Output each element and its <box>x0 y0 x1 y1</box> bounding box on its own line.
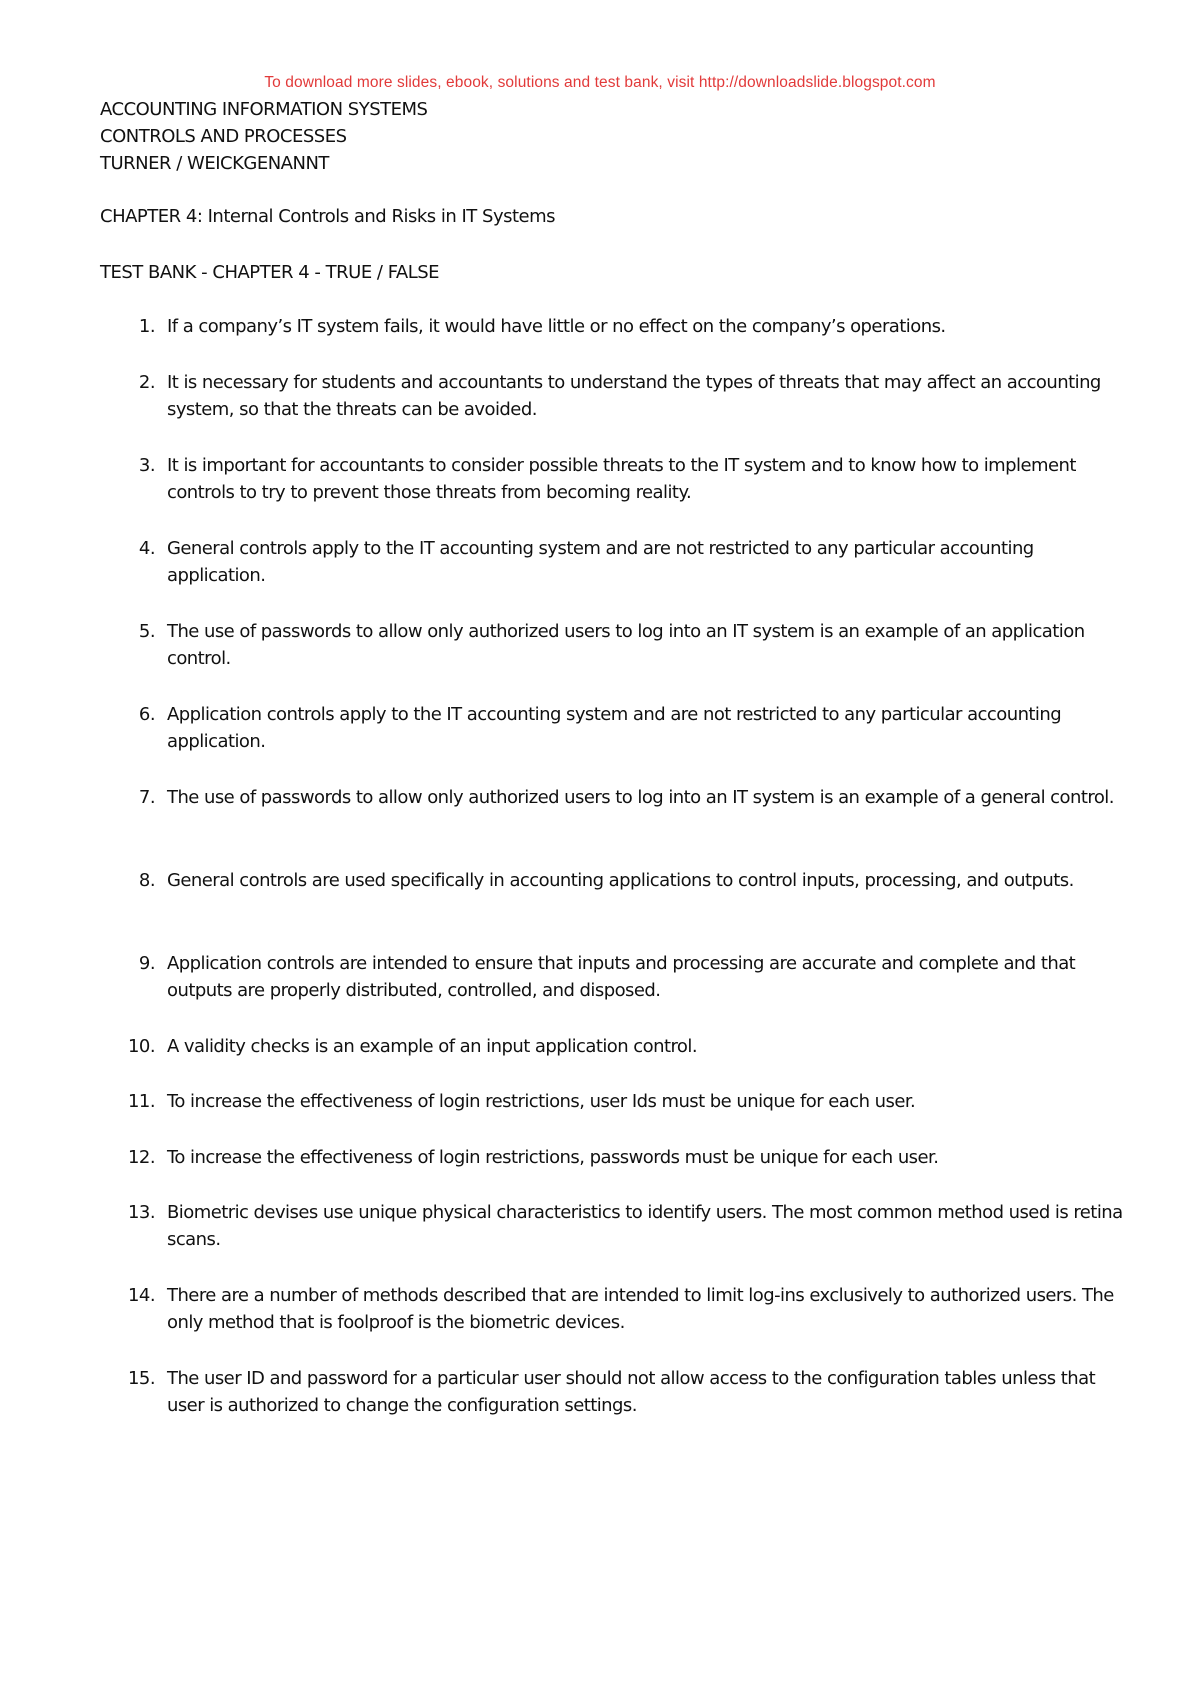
question-text: It is necessary for students and accountants to understand the types of threats that may affect an accounting system, so that the threats can be avoided. <box>167 372 1101 420</box>
question-item <box>108 1199 1128 1253</box>
question-number: 1. <box>138 316 155 337</box>
question-item <box>108 535 1128 589</box>
question-text: The use of passwords to allow only authorized users to log into an IT system is an example of an application control. <box>167 621 1085 669</box>
question-text: If a company’s IT system fails, it would have little or no effect on the company’s operations. <box>167 316 946 337</box>
question-number: 10. <box>128 1036 155 1057</box>
question-item <box>108 618 1128 672</box>
header-line-2: CONTROLS AND PROCESSES <box>100 126 347 147</box>
question-item <box>108 701 1128 755</box>
question-number: 11. <box>128 1091 155 1112</box>
question-text: General controls are used specifically in accounting applications to control inputs, processing, and outputs. <box>167 870 1074 891</box>
header-line-1: ACCOUNTING INFORMATION SYSTEMS <box>100 99 428 120</box>
question-item <box>108 1365 1128 1419</box>
question-text: Application controls are intended to ensure that inputs and processing are accurate and complete and that outputs are properly distributed, controlled, and disposed. <box>167 953 1076 1001</box>
question-text: Biometric devises use unique physical characteristics to identify users. The most common method used is retina scans. <box>167 1202 1123 1250</box>
question-text: To increase the effectiveness of login restrictions, user Ids must be unique for each user. <box>167 1091 916 1112</box>
question-text: Application controls apply to the IT accounting system and are not restricted to any particular accounting application. <box>167 704 1062 752</box>
question-text: There are a number of methods described that are intended to limit log-ins exclusively to authorized users. The only method that is foolproof is the biometric devices. <box>167 1285 1114 1333</box>
question-text: To increase the effectiveness of login restrictions, passwords must be unique for each user. <box>167 1147 939 1168</box>
question-number: 6. <box>138 704 155 725</box>
question-number: 3. <box>138 455 155 476</box>
question-number: 12. <box>128 1147 155 1168</box>
question-text: The use of passwords to allow only authorized users to log into an IT system is an example of a general control. <box>167 787 1114 808</box>
header-line-3: TURNER / WEICKGENANNT <box>100 153 329 174</box>
question-number: 14. <box>128 1285 155 1306</box>
question-number: 13. <box>128 1202 155 1223</box>
question-number: 2. <box>138 372 155 393</box>
chapter-title: CHAPTER 4: Internal Controls and Risks in IT Systems <box>100 206 556 227</box>
question-item <box>108 369 1128 423</box>
question-text: General controls apply to the IT accounting system and are not restricted to any particular accounting application. <box>167 538 1034 586</box>
question-number: 9. <box>138 953 155 974</box>
question-item <box>108 452 1128 506</box>
question-item <box>108 313 1128 340</box>
question-item <box>108 1088 1128 1115</box>
question-item <box>108 950 1128 1004</box>
question-item <box>108 1033 1128 1060</box>
download-banner: To download more slides, ebook, solutions and test bank, visit http://downloadslide.blogspot.com <box>264 74 936 91</box>
question-item <box>108 1144 1128 1171</box>
question-number: 7. <box>138 787 155 808</box>
question-number: 15. <box>128 1368 155 1389</box>
question-text: A validity checks is an example of an input application control. <box>167 1036 698 1057</box>
question-item <box>108 784 1128 811</box>
question-text: It is important for accountants to consider possible threats to the IT system and to know how to implement controls to try to prevent those threats from becoming reality. <box>167 455 1076 503</box>
question-number: 5. <box>138 621 155 642</box>
question-item <box>108 1282 1128 1336</box>
question-number: 8. <box>138 870 155 891</box>
question-text: The user ID and password for a particular user should not allow access to the configuration tables unless that user is authorized to change the configuration settings. <box>167 1368 1096 1416</box>
question-number: 4. <box>138 538 155 559</box>
section-title: TEST BANK - CHAPTER 4 - TRUE / FALSE <box>100 262 440 283</box>
question-item <box>108 867 1128 894</box>
